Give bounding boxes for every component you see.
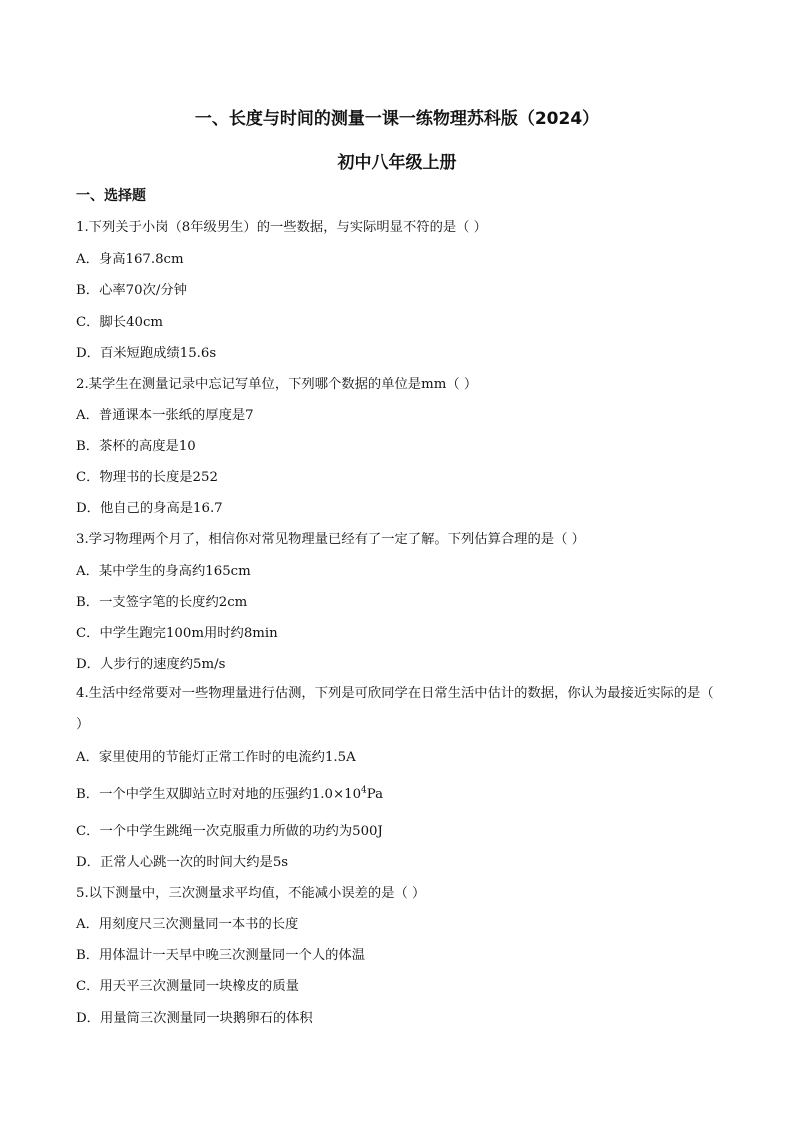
question-1-option-c: C．脚长40cm xyxy=(76,315,164,330)
question-4-option-b-exponent: 4 xyxy=(361,785,367,796)
question-5-option-b: B．用体温计一天早中晚三次测量同一个人的体温 xyxy=(76,948,366,963)
question-3-option-c: C．中学生跑完100m用时约8min xyxy=(76,626,278,641)
question-1-stem: 1.下列关于小岗（8年级男生）的一些数据，与实际明显不符的是（ ） xyxy=(76,220,487,235)
question-4-option-c: C．一个中学生跳绳一次克服重力所做的功约为500J xyxy=(76,824,383,839)
section-heading: 一、选择题 xyxy=(76,188,146,204)
question-5-stem: 5.以下测量中，三次测量求平均值，不能减小误差的是（ ） xyxy=(76,886,426,901)
document-title: 一、长度与时间的测量一课一练物理苏科版（2024） xyxy=(194,109,600,129)
question-1-option-a: A．身高167.8cm xyxy=(76,252,184,267)
question-2-option-b: B．茶杯的高度是10 xyxy=(76,439,196,454)
question-4-stem: 4.生活中经常要对一些物理量进行估测，下列是可欣同学在日常生活中估计的数据，你认为最接近实际的是（ ） xyxy=(76,686,714,732)
question-3-stem: 3.学习物理两个月了，相信你对常见物理量已经有了一定了解。下列估算合理的是（ ） xyxy=(76,532,585,547)
question-2-stem: 2.某学生在测量记录中忘记写单位，下列哪个数据的单位是mm（ ） xyxy=(76,377,478,392)
question-3-option-d: D．人步行的速度约5m/s xyxy=(76,657,226,672)
question-2-option-c: C．物理书的长度是252 xyxy=(76,470,218,485)
question-4-option-b xyxy=(76,783,383,802)
question-4-option-a: A．家里使用的节能灯正常工作时的电流约1.5A xyxy=(76,750,356,765)
question-5-option-d: D．用量筒三次测量同一块鹅卵石的体积 xyxy=(76,1011,313,1026)
question-1-option-b: B．心率70次/分钟 xyxy=(76,283,187,298)
question-5-option-a: A．用刻度尺三次测量同一本书的长度 xyxy=(76,917,299,932)
question-2-option-a: A．普通课本一张纸的厚度是7 xyxy=(76,408,254,423)
question-4-option-b-unit: Pa xyxy=(366,787,384,802)
question-4-option-b-text: B．一个中学生双脚站立时对地的压强约1.0×10 xyxy=(76,787,362,802)
document-subtitle: 初中八年级上册 xyxy=(337,153,457,173)
question-3-option-b: B．一支签字笔的长度约2cm xyxy=(76,595,248,610)
question-5-option-c: C．用天平三次测量同一块橡皮的质量 xyxy=(76,979,299,994)
question-4-option-d: D．正常人心跳一次的时间大约是5s xyxy=(76,855,289,870)
question-1-option-d: D．百米短跑成绩15.6s xyxy=(76,346,217,361)
question-3-option-a: A．某中学生的身高约165cm xyxy=(76,564,251,579)
question-2-option-d: D．他自己的身高是16.7 xyxy=(76,501,223,516)
